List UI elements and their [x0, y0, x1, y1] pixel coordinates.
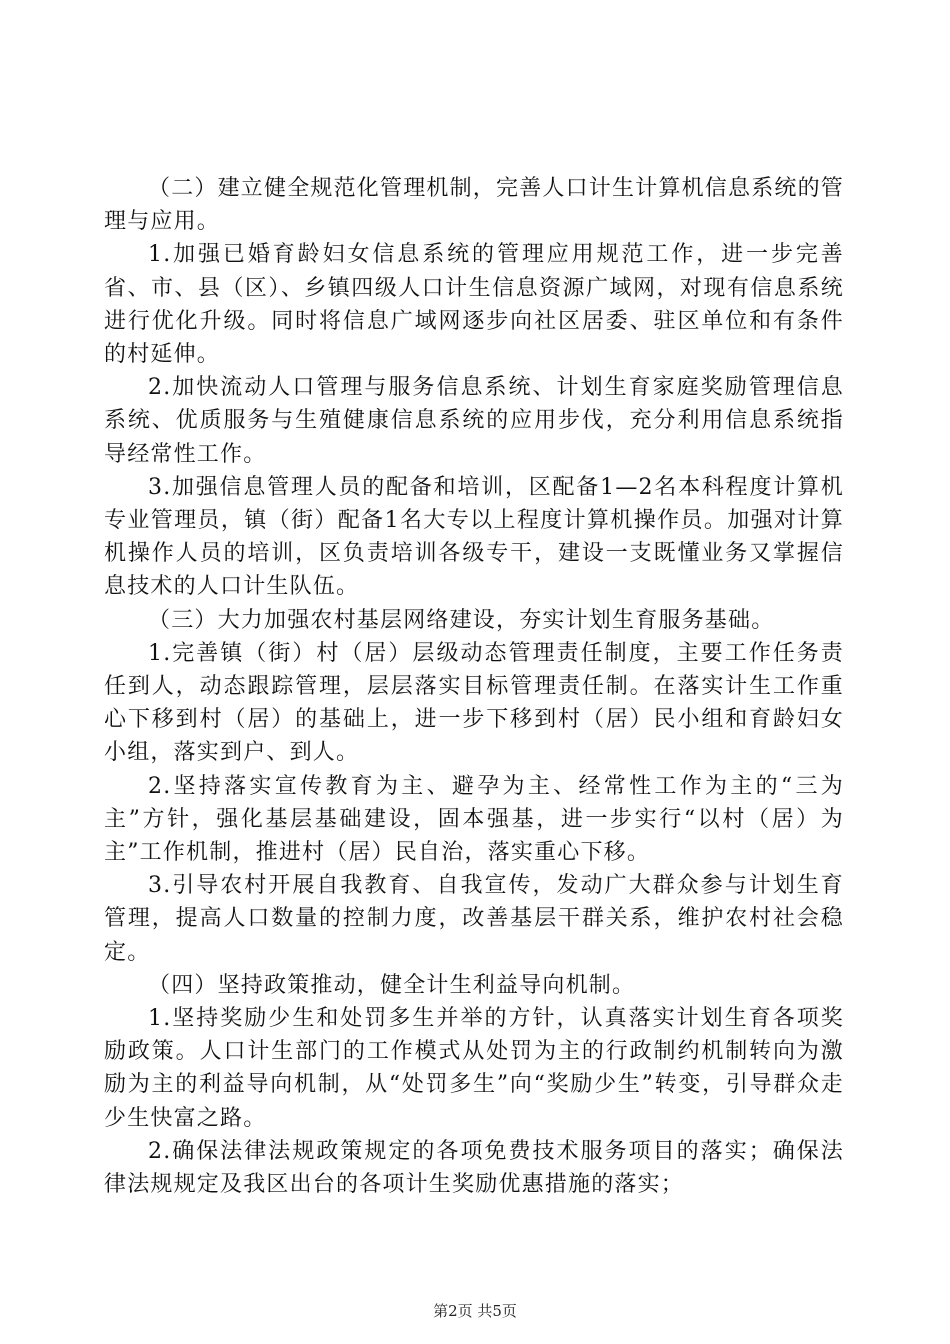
section-heading-4: （四）坚持政策推动，健全计生利益导向机制。: [148, 972, 636, 998]
paragraph: 1.坚持奖励少生和处罚多生并举的方针，认真落实计划生育各项奖励政策。人口计生部门的工作模式从处罚为主的行政制约机制转向为激励为主的利益导向机制，从“处罚多生”向“奖励少生”转变，引导群众走少生快富之路。: [104, 1006, 844, 1131]
section-heading-2: （二）建立健全规范化管理机制，完善人口计生计算机信息系统的管理与应用。: [104, 176, 845, 235]
paragraph: 2.加快流动人口管理与服务信息系统、计划生育家庭奖励管理信息系统、优质服务与生殖健康信息系统的应用步伐，充分利用信息系统指导经常性工作。: [104, 375, 844, 467]
document-body: [104, 172, 844, 1201]
paragraph: 2.确保法律法规政策规定的各项免费技术服务项目的落实；确保法律法规规定及我区出台的各项计生奖励优惠措施的落实；: [104, 1138, 844, 1198]
paragraph: 2.坚持落实宣传教育为主、避孕为主、经常性工作为主的“三为主”方针，强化基层基础建设，固本强基，进一步实行“以村（居）为主”工作机制，推进村（居）民自治，落实重心下移。: [104, 773, 844, 866]
paragraph: 3.引导农村开展自我教育、自我宣传，发动广大群众参与计划生育管理，提高人口数量的控制力度，改善基层干群关系，维护农村社会稳定。: [104, 873, 844, 965]
page-number: 第2页 共5页: [433, 1302, 517, 1320]
paragraph: 3.加强信息管理人员的配备和培训，区配备1—2名本科程度计算机专业管理员，镇（街）配备1名大专以上程度计算机操作员。加强对计算机操作人员的培训，区负责培训各级专干，建设一支既懂业务又掌握信息技术的人口计生队伍。: [104, 474, 844, 600]
paragraph: 1.加强已婚育龄妇女信息系统的管理应用规范工作，进一步完善省、市、县（区）、乡镇四级人口计生信息资源广域网，对现有信息系统进行优化升级。同时将信息广域网逐步向社区居委、驻区单位和有条件的村延伸。: [104, 242, 844, 368]
paragraph: 1.完善镇（街）村（居）层级动态管理责任制度，主要工作任务责任到人，动态跟踪管理，层层落实目标管理责任制。在落实计生工作重心下移到村（居）的基础上，进一步下移到村（居）民小组和育龄妇女小组，落实到户、到人。: [104, 640, 844, 766]
section-heading-3: （三）大力加强农村基层网络建设，夯实计划生育服务基础。: [148, 607, 775, 633]
page-footer: [0, 1300, 950, 1321]
